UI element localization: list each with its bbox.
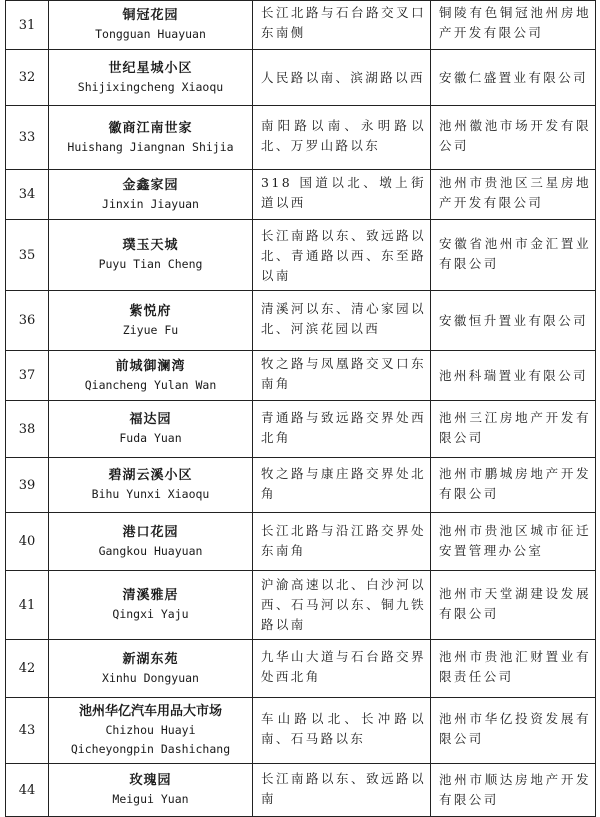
location-cell: 长江北路与石台路交叉口东南侧 <box>253 1 431 50</box>
developer-cell: 池州市贵池区三星房地产开发有限公司 <box>431 170 596 220</box>
row-number: 38 <box>6 401 49 458</box>
chinese-name: 前城御澜湾 <box>115 358 186 374</box>
table-row <box>6 351 596 401</box>
location-cell: 车山路以北、长冲路以南、石马路以东 <box>253 698 431 764</box>
location-cell: 沪渝高速以北、白沙河以西、石马河以东、铜九铁路以南 <box>253 571 431 640</box>
table-row <box>6 640 596 698</box>
place-name-cell <box>49 640 253 698</box>
pinyin-name: Tongguan Huayuan <box>95 27 206 41</box>
pinyin-name: Jinxin Jiayuan <box>102 196 199 211</box>
row-number: 35 <box>6 220 49 291</box>
row-number: 37 <box>6 351 49 401</box>
chinese-name: 玫瑰园 <box>129 773 172 788</box>
developer-cell: 池州科瑞置业有限公司 <box>431 351 596 401</box>
chinese-name: 铜冠花园 <box>122 8 179 23</box>
table-row <box>6 571 596 640</box>
chinese-name: 碧湖云溪小区 <box>108 468 193 483</box>
place-name-cell <box>49 458 253 513</box>
row-number: 39 <box>6 458 49 513</box>
pinyin-name: Shijixingcheng Xiaoqu <box>77 79 224 94</box>
pinyin-name: Qingxi Yaju <box>112 607 189 621</box>
row-number: 36 <box>6 291 49 351</box>
developer-cell: 池州市顺达房地产开发有限公司 <box>431 764 596 817</box>
place-name-cell <box>49 401 253 458</box>
row-number: 43 <box>6 698 49 764</box>
location-cell: 九华山大道与石台路交界处西北角 <box>253 640 431 698</box>
location-cell: 长江南路以东、致远路以南 <box>253 764 431 817</box>
developer-cell: 池州三江房地产开发有限公司 <box>431 401 596 458</box>
place-name-cell <box>49 291 253 351</box>
row-number: 44 <box>6 764 49 817</box>
place-name-cell <box>49 220 253 291</box>
pinyin-name: Bihu Yunxi Xiaoqu <box>91 487 210 501</box>
place-name-cell <box>49 106 253 170</box>
place-name-cell <box>49 764 253 817</box>
developer-cell: 安徽恒升置业有限公司 <box>431 291 596 351</box>
place-name-cell <box>49 351 253 401</box>
pinyin-name: Ziyue Fu <box>122 322 179 337</box>
chinese-name: 港口花园 <box>122 524 179 540</box>
location-cell: 长江北路与沿江路交界处东南角 <box>253 513 431 571</box>
location-cell: 牧之路与凤凰路交叉口东南角 <box>253 351 431 401</box>
row-number: 42 <box>6 640 49 698</box>
table-row <box>6 513 596 571</box>
place-name-cell <box>49 50 253 106</box>
table-row <box>6 401 596 458</box>
table-row <box>6 220 596 291</box>
place-name-cell <box>49 513 253 571</box>
table-body <box>6 1 596 817</box>
location-cell: 青通路与致远路交界处西北角 <box>253 401 431 458</box>
row-number: 40 <box>6 513 49 571</box>
chinese-name: 璞玉天城 <box>122 238 179 253</box>
location-cell: 牧之路与康庄路交界处北角 <box>253 458 431 513</box>
developer-cell: 铜陵有色铜冠池州房地产开发有限公司 <box>431 1 596 50</box>
row-number: 33 <box>6 106 49 170</box>
place-name-cell <box>49 170 253 220</box>
location-cell: 南阳路以南、永明路以北、万罗山路以东 <box>253 106 431 170</box>
table-row <box>6 50 596 106</box>
developer-cell: 安徽仁盛置业有限公司 <box>431 50 596 106</box>
table-row <box>6 106 596 170</box>
developer-cell: 池州市华亿投资发展有限公司 <box>431 698 596 764</box>
pinyin-name: Puyu Tian Cheng <box>98 257 203 271</box>
place-name-cell <box>49 698 253 764</box>
location-cell: 清溪河以东、清心家园以北、河滨花园以西 <box>253 291 431 351</box>
table-row <box>6 698 596 764</box>
pinyin-name: Meigui Yuan <box>112 792 189 806</box>
table-row <box>6 291 596 351</box>
chinese-name: 福达园 <box>129 412 172 427</box>
place-name-cell <box>49 571 253 640</box>
location-cell: 318 国道以北、墩上街道以西 <box>253 170 431 220</box>
developer-cell: 池州市贵池区城市征迁安置管理办公室 <box>431 513 596 571</box>
location-cell: 人民路以南、滨湖路以西 <box>253 50 431 106</box>
pinyin-name: Gangkou Huayuan <box>98 543 203 558</box>
row-number: 31 <box>6 1 49 50</box>
chinese-name: 金鑫家园 <box>122 177 179 193</box>
chinese-name: 紫悦府 <box>129 303 172 319</box>
location-cell: 长江南路以东、致远路以北、青通路以西、东至路以南 <box>253 220 431 291</box>
row-number: 32 <box>6 50 49 106</box>
chinese-name: 池州华亿汽车用品大市场 <box>78 704 222 719</box>
chinese-name: 新湖东苑 <box>122 651 179 667</box>
table-row <box>6 170 596 220</box>
pinyin-name: Fuda Yuan <box>119 431 182 445</box>
pinyin-name: Xinhu Dongyuan <box>102 670 199 685</box>
chinese-name: 徽商江南世家 <box>108 120 193 136</box>
developer-cell: 池州市天堂湖建设发展有限公司 <box>431 571 596 640</box>
pinyin-name: Chizhou Huayi Qicheyongpin Dashichang <box>70 723 231 756</box>
row-number: 41 <box>6 571 49 640</box>
table-row <box>6 458 596 513</box>
table-row <box>6 764 596 817</box>
chinese-name: 世纪星城小区 <box>108 60 193 76</box>
table-row <box>6 1 596 50</box>
developer-cell: 池州市鹏城房地产开发有限公司 <box>431 458 596 513</box>
developer-cell: 池州徽池市场开发有限公司 <box>431 106 596 170</box>
developer-cell: 安徽省池州市金汇置业有限公司 <box>431 220 596 291</box>
place-name-cell <box>49 1 253 50</box>
row-number: 34 <box>6 170 49 220</box>
chinese-name: 清溪雅居 <box>122 588 179 603</box>
pinyin-name: Qiancheng Yulan Wan <box>84 377 217 392</box>
place-name-table <box>5 0 596 817</box>
pinyin-name: Huishang Jiangnan Shijia <box>67 139 234 154</box>
developer-cell: 池州市贵池汇财置业有限责任公司 <box>431 640 596 698</box>
